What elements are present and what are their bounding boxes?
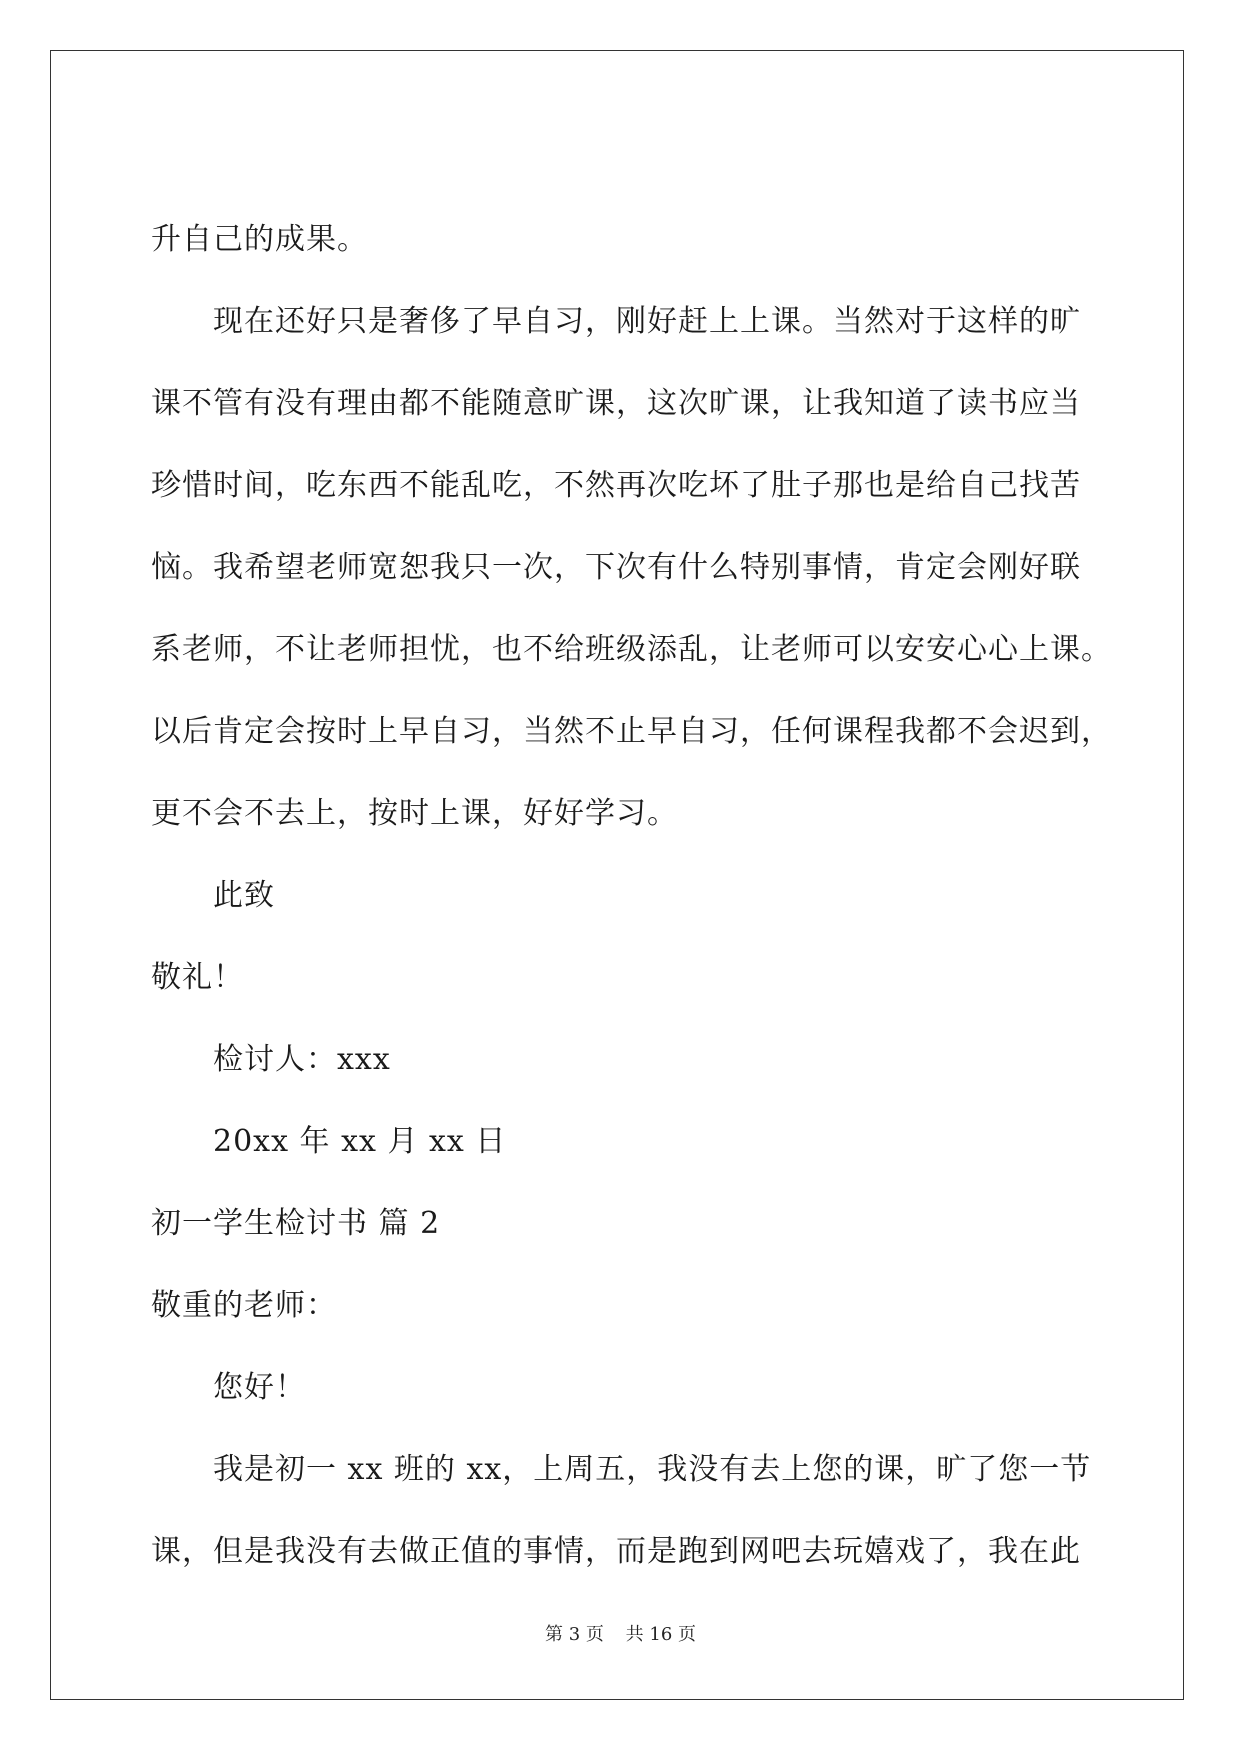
closing-salutation: 此致 — [213, 878, 275, 913]
text-line: 升自己的成果。 — [151, 222, 368, 257]
greeting-line: 敬重的老师： — [151, 1288, 337, 1323]
signature-line: 检讨人：xxx — [213, 1042, 391, 1077]
text-line: 我是初一 xx 班的 xx，上周五，我没有去上您的课，旷了您一节 — [213, 1452, 1092, 1487]
section-title: 初一学生检讨书 篇 2 — [151, 1206, 441, 1241]
text-line: 珍惜时间，吃东西不能乱吃，不然再次吃坏了肚子那也是给自己找苦 — [151, 468, 1081, 503]
text-line: 课，但是我没有去做正值的事情，而是跑到网吧去玩嬉戏了，我在此 — [151, 1534, 1081, 1569]
text-line: 恼。我希望老师宽恕我只一次，下次有什么特别事情，肯定会刚好联 — [151, 550, 1081, 585]
text-line: 课不管有没有理由都不能随意旷课，这次旷课，让我知道了读书应当 — [151, 386, 1081, 421]
text-line: 系老师，不让老师担忧，也不给班级添乱，让老师可以安安心心上课。 — [151, 632, 1112, 667]
page-number: 第 3 页 — [545, 1624, 604, 1645]
document-body — [151, 199, 1111, 1593]
page-total: 共 16 页 — [625, 1624, 696, 1645]
text-line: 更不会不去上，按时上课，好好学习。 — [151, 796, 678, 831]
text-line: 以后肯定会按时上早自习，当然不止早自习，任何课程我都不会迟到， — [151, 714, 1112, 749]
closing-regards: 敬礼！ — [151, 960, 244, 995]
date-line: 20xx 年 xx 月 xx 日 — [213, 1124, 507, 1159]
text-line: 现在还好只是奢侈了早自习，刚好赶上上课。当然对于这样的旷 — [213, 304, 1081, 339]
page-footer — [0, 1620, 1241, 1646]
greeting-hello: 您好！ — [213, 1370, 306, 1405]
document-page — [50, 50, 1184, 1700]
